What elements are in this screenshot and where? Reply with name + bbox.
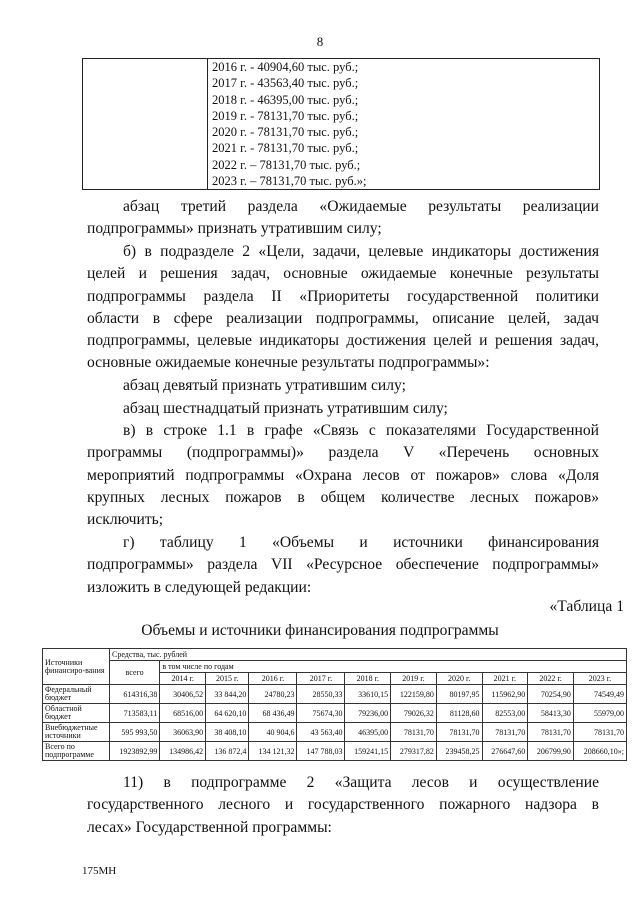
paragraph-p4: абзац шестнадцатый признать утратившим силу;: [123, 400, 448, 417]
fin-year: 2019 г.: [391, 673, 437, 685]
fin-cell: 136 872,4: [206, 742, 249, 761]
paragraph-p3: абзац девятый признать утратившим силу;: [123, 377, 406, 394]
fin-header-source: Источники финансиро-вания: [43, 649, 110, 685]
fin-cell: 33 844,20: [206, 685, 249, 704]
fin-cell: 36063,90: [160, 723, 206, 742]
fin-cell: 74549,49: [573, 685, 626, 704]
top-table-line: 2023 г. – 78131,70 тыс. руб.»;: [212, 174, 367, 189]
fin-cell: 43 563,40: [297, 723, 345, 742]
fin-cell: 70254,90: [528, 685, 574, 704]
fin-cell: 276647,60: [482, 742, 528, 761]
paragraph-p2: б) в подразделе 2 «Цели, задачи, целевые индикаторы достижения целей и решения задач, основные ожидаемые конечные результаты подпрограммы раздела II «Приоритеты государственной политики области в сфере реализации подпрограммы, описание целей, задач подпрограммы, целевые индикаторы достижения целей и решения задач, основные ожидаемые конечные результаты подпрограммы»:: [87, 243, 599, 372]
fin-year: 2015 г.: [206, 673, 249, 685]
top-table-line: 2017 г. - 43563,40 тыс. руб.;: [212, 76, 359, 91]
top-table-left-cell: [83, 59, 208, 190]
fin-cell: 206799,90: [528, 742, 574, 761]
fin-cell: 68516,00: [160, 704, 206, 723]
top-table-line: 2022 г. – 78131,70 тыс. руб.;: [212, 157, 361, 172]
top-table-line: 2021 г. - 78131,70 тыс. руб.;: [212, 141, 359, 156]
fin-cell: 81128,60: [436, 704, 482, 723]
fin-row-label: Внебюджетные источники: [43, 723, 110, 742]
financing-table: [42, 648, 627, 761]
fin-cell: 122159,80: [391, 685, 437, 704]
fin-cell: 24780,23: [249, 685, 297, 704]
fin-header-total: всего: [110, 661, 160, 685]
fin-cell: 55979,00: [573, 704, 626, 723]
paragraph-p7: 11) в подпрограмме 2 «Защита лесов и осуществление государственного лесного и государственного пожарного надзора в лесах» Государственной программы:: [87, 774, 599, 836]
fin-row-label: Федеральный бюджет: [43, 685, 110, 704]
fin-cell: 75674,30: [297, 704, 345, 723]
top-table-line: 2016 г. - 40904,60 тыс. руб.;: [212, 60, 359, 74]
fin-row-extrabudget: [43, 723, 627, 742]
fin-cell: 159241,15: [345, 742, 391, 761]
fin-cell: 38 408,10: [206, 723, 249, 742]
fin-cell: 78131,70: [573, 723, 626, 742]
paragraph-p1: абзац третий раздела «Ожидаемые результаты реализации подпрограммы» признать утратившим силу;: [87, 198, 599, 238]
fin-cell: 147 788,03: [297, 742, 345, 761]
fin-cell: 79026,32: [391, 704, 437, 723]
fin-cell: 64 620,10: [206, 704, 249, 723]
fin-cell: 78131,70: [436, 723, 482, 742]
fin-cell: 78131,70: [482, 723, 528, 742]
fin-header-funds: Средства, тыс. рублей: [110, 649, 627, 661]
paragraph-p5: в) в строке 1.1 в графе «Связь с показателями Государственной программы (подпрограммы)» раздела V «Перечень основных мероприятий подпрограммы «Охрана лесов от пожаров» слова «Доля крупных лесных пожаров в общем количестве лесных пожаров» исключить;: [87, 422, 599, 529]
fin-row-regional: [43, 704, 627, 723]
fin-cell: 46395,00: [345, 723, 391, 742]
fin-cell: 239458,25: [436, 742, 482, 761]
fin-cell: 58413,30: [528, 704, 574, 723]
table-title: Объемы и источники финансирования подпрограммы: [141, 622, 499, 639]
fin-cell: 1923892,99: [110, 742, 160, 761]
fin-cell: 33610,15: [345, 685, 391, 704]
fin-year: 2016 г.: [249, 673, 297, 685]
fin-year: 2014 г.: [160, 673, 206, 685]
fin-year: 2017 г.: [297, 673, 345, 685]
fin-cell: 134 121,32: [249, 742, 297, 761]
fin-cell: 68 436,49: [249, 704, 297, 723]
fin-cell: 614316,38: [110, 685, 160, 704]
footer-code: 175МН: [82, 865, 117, 877]
top-table-line: 2020 г. - 78131,70 тыс. руб.;: [212, 125, 359, 140]
fin-cell: 279317,82: [391, 742, 437, 761]
fin-cell: 30406,52: [160, 685, 206, 704]
fin-year: 2018 г.: [345, 673, 391, 685]
fin-cell: 208660,10»;: [573, 742, 626, 761]
table-label: «Таблица 1: [549, 598, 624, 615]
fin-cell: 115962,90: [482, 685, 528, 704]
fin-cell: 595 993,50: [110, 723, 160, 742]
page-number: 8: [316, 34, 324, 49]
fin-year: 2022 г.: [528, 673, 574, 685]
fin-cell: 134986,42: [160, 742, 206, 761]
fin-row-federal: [43, 685, 627, 704]
top-table-line: 2018 г. - 46395,00 тыс. руб.;: [212, 92, 359, 107]
top-table-right-cell: [208, 59, 600, 190]
fin-cell: 78131,70: [391, 723, 437, 742]
fin-cell: 40 904,6: [249, 723, 297, 742]
fin-row-total: [43, 742, 627, 761]
top-table-line: 2019 г. - 78131,70 тыс. руб.;: [212, 108, 359, 123]
fin-cell: 713583,11: [110, 704, 160, 723]
fin-year: 2023 г.: [573, 673, 626, 685]
fin-row-label: Всего по подпрограмме: [43, 742, 110, 761]
fin-cell: 79236,00: [345, 704, 391, 723]
paragraph-p6: г) таблицу 1 «Объемы и источники финансирования подпрограммы» раздела VII «Ресурсное обеспечение подпрограммы» изложить в следующей редакции:: [87, 534, 599, 596]
fin-cell: 82553,00: [482, 704, 528, 723]
fin-row-label: Областной бюджет: [43, 704, 110, 723]
fin-cell: 80197,95: [436, 685, 482, 704]
fin-year: 2021 г.: [482, 673, 528, 685]
fin-cell: 78131,70: [528, 723, 574, 742]
fin-header-by-years: в том числе по годам: [160, 661, 627, 673]
fin-year: 2020 г.: [436, 673, 482, 685]
fin-cell: 28550,33: [297, 685, 345, 704]
top-table: [82, 58, 600, 190]
